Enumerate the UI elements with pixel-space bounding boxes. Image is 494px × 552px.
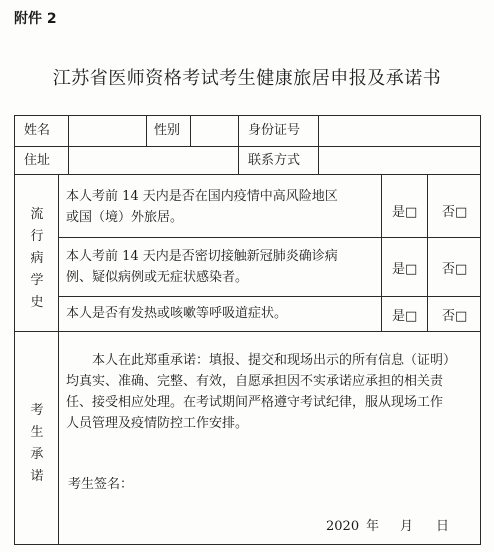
pledge-label: 考生承诺	[30, 403, 44, 484]
question-2-text: 本人考前 14 天内是否密切接触新冠肺炎确诊病 例、疑似病例或无症状感染者。	[66, 249, 338, 285]
date-year: 2020	[326, 519, 360, 534]
question-1-text: 本人考前 14 天内是否在国内疫情中高风险地区 或国（境）外旅居。	[66, 189, 338, 225]
question-1-yes-checkbox[interactable]: 是□	[392, 205, 418, 220]
question-3-no-checkbox[interactable]: 否□	[442, 309, 468, 324]
date-year-unit: 年	[366, 519, 380, 534]
question-1-no-checkbox[interactable]: 否□	[442, 205, 468, 220]
question-2-yes-checkbox[interactable]: 是□	[392, 262, 418, 277]
question-3-yes-checkbox[interactable]: 是□	[392, 309, 418, 324]
contact-label: 联系方式	[248, 153, 301, 168]
question-3-text: 本人是否有发热或咳嗽等呼吸道症状。	[66, 306, 288, 321]
signature-label: 考生签名：	[68, 477, 134, 492]
pledge-text: 本人在此郑重承诺：填报、提交和现场出示的所有信息（证明） 均真实、准确、完整、有效，自愿承担因不实承诺应承担的相关责 任、接受相应处理。在考试期间严格遵守考试纪律，服从现场工作 人员管理及疫情防控工作安排。	[66, 353, 457, 431]
id-number-label: 身份证号	[248, 123, 301, 138]
address-label: 住址	[24, 153, 51, 168]
gender-label: 性别	[154, 123, 181, 138]
question-2-no-checkbox[interactable]: 否□	[442, 262, 468, 277]
epidemiology-history-label: 流行病学史	[30, 207, 44, 310]
date-day-unit: 日	[436, 519, 450, 534]
page-title: 江苏省医师资格考试考生健康旅居申报及承诺书	[52, 68, 442, 89]
attachment-label: 附件 2	[14, 11, 57, 27]
name-label: 姓名	[24, 123, 51, 138]
date-month-unit: 月	[400, 519, 414, 534]
